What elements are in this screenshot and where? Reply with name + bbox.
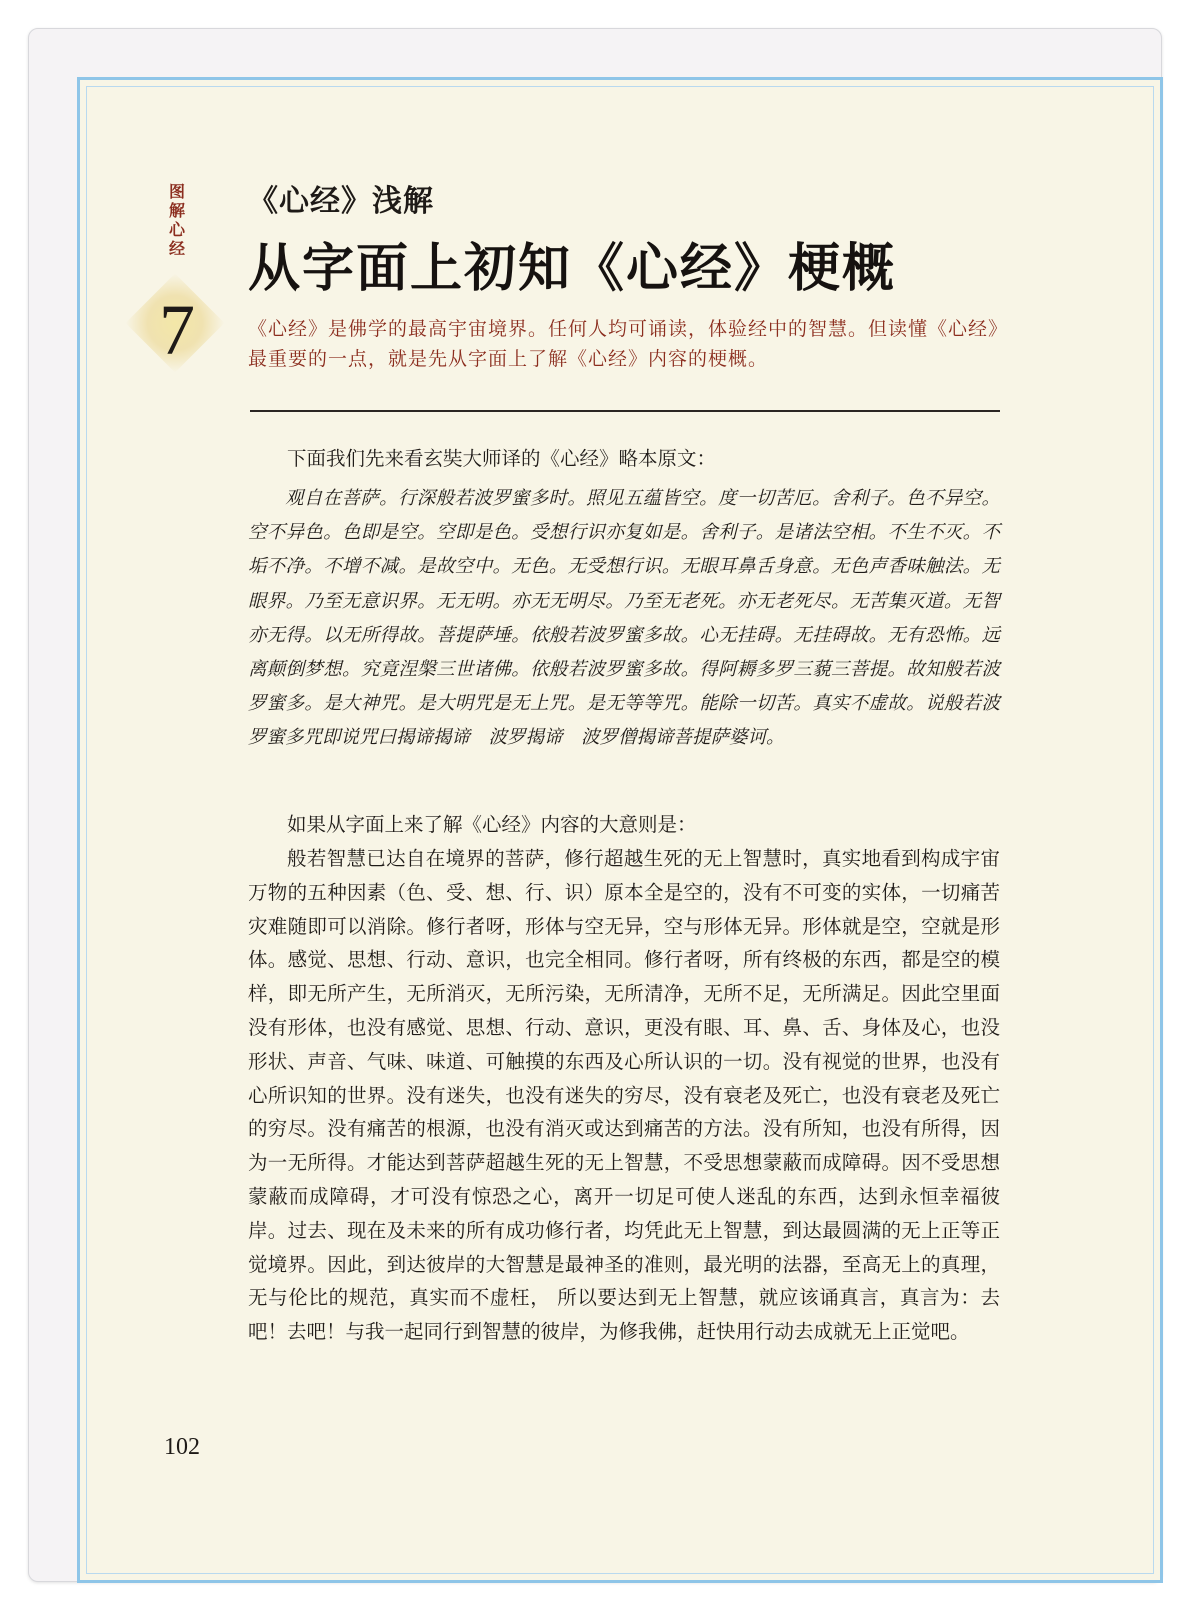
page-card [28,28,1162,1582]
side-tag: 图解心经 [168,182,185,258]
lead-paragraph: 下面我们先来看玄奘大师译的《心经》略本原文： [287,447,717,470]
book-page [77,77,1163,1583]
second-lead-paragraph: 如果从字面上来了解《心经》内容的大意则是： [287,813,697,836]
page-title: 从字面上初知《心经》梗概 [248,238,897,299]
page-number: 102 [164,1434,200,1460]
sutra-text: 观自在菩萨。行深般若波罗蜜多时。照见五蕴皆空。度一切苦厄。舍利子。色不异空。空不异色。色即是空。空即是色。受想行识亦复如是。舍利子。是诸法空相。不生不灭。不垢不净。不增不减。是故空中。无色。无受想行识。无眼耳鼻舌身意。无色声香味触法。无眼界。乃至无意识界。无无明。亦无无明尽。乃至无老死。亦无老死尽。无苦集灭道。无智亦无得。以无所得故。菩提萨埵。依般若波罗蜜多故。心无挂碍。无挂碍故。无有恐怖。远离颠倒梦想。究竟涅槃三世诸佛。依般若波罗蜜多故。得阿耨多罗三藐三菩提。故知般若波罗蜜多。是大神咒。是大明咒是无上咒。是无等等咒。能除一切苦。真实不虚故。说般若波罗蜜多咒即说咒曰揭谛揭谛 波罗揭谛 波罗僧揭谛菩提萨婆诃。 [248,488,1000,749]
chapter-number: 7 [159,290,195,370]
title-divider [250,410,1000,412]
section-kicker: 《心经》浅解 [248,184,434,219]
intro-text: 《心经》是佛学的最高宇宙境界。任何人均可诵读，体验经中的智慧。但读懂《心经》最重要的一点，就是先从字面上了解《心经》内容的梗概。 [248,318,999,370]
body-paragraph: 般若智慧已达自在境界的菩萨，修行超越生死的无上智慧时，真实地看到构成宇宙万物的五种因素（色、受、想、行、识）原本全是空的，没有不可变的实体，一切痛苦灾难随即可以消除。修行者呀，形体与空无异，空与形体无异。形体就是空，空就是形体。感觉、思想、行动、意识，也完全相同。修行者呀，所有终极的东西，都是空的模样，即无所产生，无所消灭，无所污染，无所清净，无所不足，无所满足。因此空里面没有形体，也没有感觉、思想、行动、意识，更没有眼、耳、鼻、舌、身体及心，也没形状、声音、气味、味道、可触摸的东西及心所认识的一切。没有视觉的世界，也没有心所识知的世界。没有迷失，也没有迷失的穷尽，没有衰老及死亡，也没有衰老及死亡的穷尽。没有痛苦的根源，也没有消灭或达到痛苦的方法。没有所知，也没有所得，因为一无所得。才能达到菩萨超越生死的无上智慧，不受思想蒙蔽而成障碍。因不受思想蒙蔽而成障碍，才可没有惊恐之心，离开一切足可使人迷乱的东西，达到永恒幸福彼岸。过去、现在及未来的所有成功修行者，均凭此无上智慧，到达最圆满的无上正等正觉境界。因此，到达彼岸的大智慧是最神圣的准则，最光明的法器，至高无上的真理，无与伦比的规范，真实而不虚枉， 所以要达到无上智慧，就应该诵真言，真言为：去吧！去吧！与我一起同行到智慧的彼岸，为修我佛，赶快用行动去成就无上正觉吧。 [248,847,1000,1344]
